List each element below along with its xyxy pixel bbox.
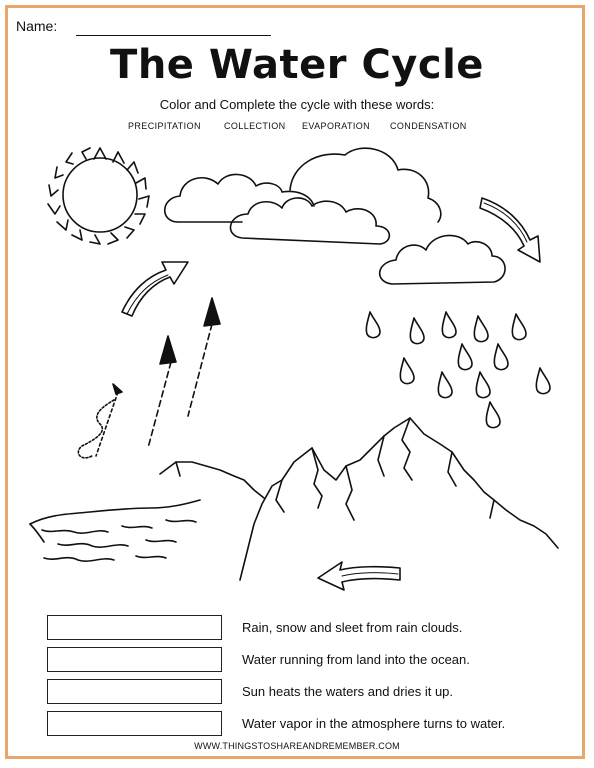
water-vapor-swirl-icon bbox=[78, 400, 114, 458]
answer-box-3[interactable] bbox=[47, 679, 222, 704]
page-title: The Water Cycle bbox=[110, 42, 484, 88]
name-label: Name: bbox=[16, 18, 58, 34]
footer-website: WWW.THINGSTOSHAREANDREMEMBER.COM bbox=[194, 741, 400, 751]
clue-text-4: Water vapor in the atmosphere turns to water. bbox=[242, 716, 506, 731]
word-bank-item-condensation: CONDENSATION bbox=[390, 121, 467, 131]
clue-text-1: Rain, snow and sleet from rain clouds. bbox=[242, 620, 463, 635]
instructions: Color and Complete the cycle with these words: bbox=[159, 97, 435, 112]
cloud-icon bbox=[380, 235, 505, 284]
arrow-icon bbox=[148, 336, 176, 448]
answer-box-1[interactable] bbox=[47, 615, 222, 640]
cloud-icon bbox=[231, 198, 390, 244]
word-bank-item-precipitation: PRECIPITATION bbox=[128, 121, 201, 131]
arrow-icon bbox=[188, 298, 220, 416]
clue-text-2: Water running from land into the ocean. bbox=[242, 652, 470, 667]
word-bank-item-evaporation: EVAPORATION bbox=[302, 121, 371, 131]
raindrop-icon bbox=[366, 312, 550, 428]
cloud-icon bbox=[165, 148, 441, 222]
word-bank-item-collection: COLLECTION bbox=[224, 121, 286, 131]
clue-text-3: Sun heats the waters and dries it up. bbox=[242, 684, 454, 699]
arrow-icon bbox=[318, 562, 400, 590]
mountain-icon bbox=[160, 418, 558, 580]
arrow-icon bbox=[480, 198, 540, 262]
answer-box-2[interactable] bbox=[47, 647, 222, 672]
sun-icon bbox=[48, 148, 149, 244]
arrow-icon bbox=[122, 262, 188, 316]
answer-box-4[interactable] bbox=[47, 711, 222, 736]
water-waves-icon bbox=[30, 500, 200, 561]
arrow-icon bbox=[96, 384, 122, 456]
